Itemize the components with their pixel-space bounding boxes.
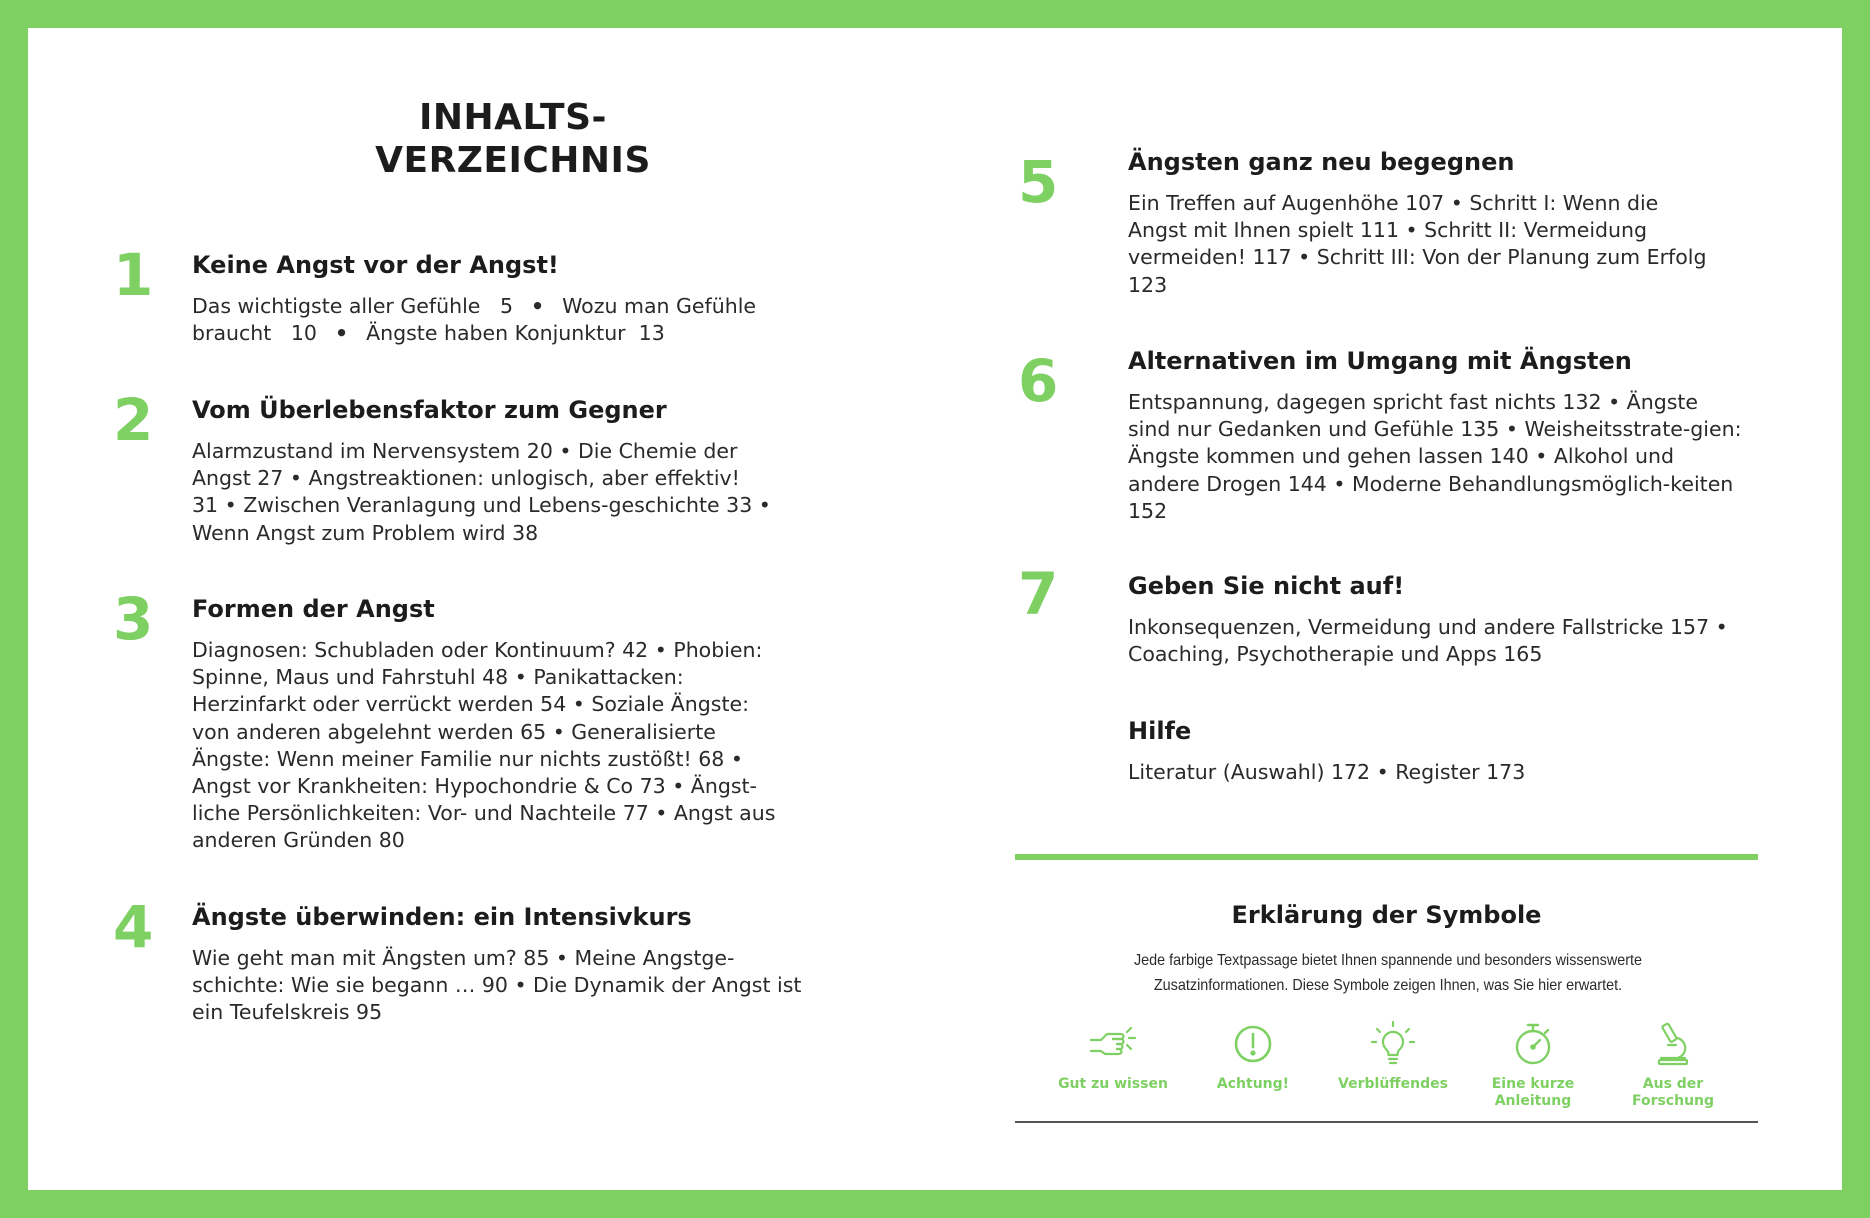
symbol-label: Verblüffendes	[1338, 1076, 1448, 1092]
chapter-2	[113, 386, 833, 547]
chapter-7	[1018, 560, 1758, 668]
legend-description-line2: Zusatzinformationen. Diese Symbole zeigen Ihnen, was Sie hier erwartet.	[1153, 977, 1623, 994]
symbol-label: Eine kurze Anleitung	[1491, 1076, 1575, 1109]
page-number: 5	[499, 294, 513, 318]
chapter-number: 2	[113, 386, 154, 454]
chapter-entries: Wie geht man mit Ängsten um? 85 • Meine Angstge-schichte: Wie sie begann … 90 • Die Dynamik der Angst ist ein Teufelskreis 95	[192, 946, 802, 1025]
chapter-title: Ängsten ganz neu begegnen	[1128, 148, 1515, 176]
legend-bottom-rule	[1015, 1121, 1758, 1123]
chapter-title: Ängste überwinden: ein Intensivkurs	[192, 903, 692, 931]
legend-top-rule	[1015, 854, 1758, 860]
chapter-title: Hilfe	[1128, 717, 1192, 745]
chapter-title: Alternativen im Umgang mit Ängsten	[1128, 347, 1632, 375]
exclamation-icon	[1227, 1018, 1279, 1070]
toc-title-line1: INHALTS-	[419, 97, 607, 138]
toc-entry: Ängste haben Konjunktur	[366, 321, 626, 346]
chapter-3	[113, 585, 833, 855]
toc-entry: Das wichtigste aller Gefühle	[192, 294, 481, 318]
chapter-entries: Inkonsequenzen, Vermeidung und andere Fallstricke 157 • Coaching, Psychotherapie und Apps 165	[1128, 615, 1728, 667]
chapter-title: Keine Angst vor der Angst!	[192, 251, 559, 279]
symbol-amazing	[1333, 1018, 1453, 1118]
symbol-label: Achtung!	[1216, 1076, 1290, 1092]
chapter-1	[113, 241, 833, 347]
chapter-entries: Literatur (Auswahl) 172 • Register 173	[1128, 760, 1526, 784]
legend-description	[1100, 948, 1676, 998]
microscope-icon	[1647, 1018, 1699, 1070]
symbol-good-to-know	[1053, 1018, 1173, 1118]
legend-description-line1: Jede farbige Textpassage bietet Ihnen spannende und besonders wissenswerte	[1133, 952, 1643, 969]
page-number: 13	[638, 321, 665, 346]
toc-entry: Wozu man Gefühle	[562, 294, 757, 318]
symbol-attention	[1193, 1018, 1313, 1118]
stopwatch-icon	[1507, 1018, 1559, 1070]
chapter-help	[1018, 716, 1758, 786]
chapter-entries: Entspannung, dagegen spricht fast nichts 132 • Ängste sind nur Gedanken und Gefühle 135 • Weisheitsstrate-gien: Ängste kommen und gehen lassen 140 • Alkohol und andere Drogen 144 • Moderne Behandlungsmöglich-keiten 152	[1128, 390, 1742, 523]
chapter-title: Formen der Angst	[192, 595, 435, 623]
toc-entry: braucht	[192, 321, 272, 346]
symbol-short-guide	[1473, 1018, 1593, 1118]
symbol-label: Gut zu wissen	[1058, 1076, 1168, 1092]
toc-title	[278, 96, 748, 182]
chapter-number: 5	[1018, 148, 1059, 216]
symbol-legend	[1053, 1018, 1733, 1118]
book-page-spread	[28, 28, 1842, 1190]
bullet-separator: •	[531, 294, 545, 318]
lightbulb-icon	[1367, 1018, 1419, 1070]
chapter-title: Vom Überlebensfaktor zum Gegner	[192, 396, 667, 424]
chapter-entries: Ein Treffen auf Augenhöhe 107 • Schritt I: Wenn die Angst mit Ihnen spielt 111 • Schritt II: Vermeidung vermeiden! 117 • Schritt III: Von der Planung zum Erfolg 123	[1128, 191, 1707, 297]
symbol-label: Aus der Forschung	[1631, 1076, 1715, 1109]
toc-title-line2: VERZEICHNIS	[375, 140, 651, 181]
chapter-title: Geben Sie nicht auf!	[1128, 572, 1405, 600]
chapter-entries: Alarmzustand im Nervensystem 20 • Die Chemie der Angst 27 • Angstreaktionen: unlogisch, aber effektiv! 31 • Zwischen Veranlagung und Lebens-geschichte 33 • Wenn Angst zum Problem wird 38	[192, 439, 771, 545]
chapter-entries: Diagnosen: Schubladen oder Kontinuum? 42 • Phobien: Spinne, Maus und Fahrstuhl 48 • Panikattacken: Herzinfarkt oder verrückt werden 54 • Soziale Ängste: von anderen abgelehnt werden 65 • Generalisierte Ängste: Wenn meiner Familie nur nichts zustößt! 68 • Angst vor Krankheiten: Hypochondrie & Co 73 • Ängst-liche Persönlichkeiten: Vor- und Nachteile 77 • Angst aus anderen Gründen 80	[192, 638, 776, 853]
chapter-entries	[192, 293, 833, 347]
chapter-6	[1018, 346, 1758, 525]
chapter-number: 3	[113, 585, 154, 653]
symbol-research	[1613, 1018, 1733, 1118]
chapter-5	[1018, 147, 1758, 299]
chapter-4	[113, 893, 833, 1027]
page-number: 10	[290, 321, 317, 346]
chapter-number: 7	[1018, 560, 1059, 628]
legend-title: Erklärung der Symbole	[1231, 901, 1542, 929]
pointing-hand-icon	[1087, 1018, 1139, 1070]
chapter-number: 1	[113, 241, 154, 309]
chapter-number: 6	[1018, 347, 1059, 415]
chapter-number: 4	[113, 893, 154, 961]
bullet-separator: •	[334, 321, 349, 346]
